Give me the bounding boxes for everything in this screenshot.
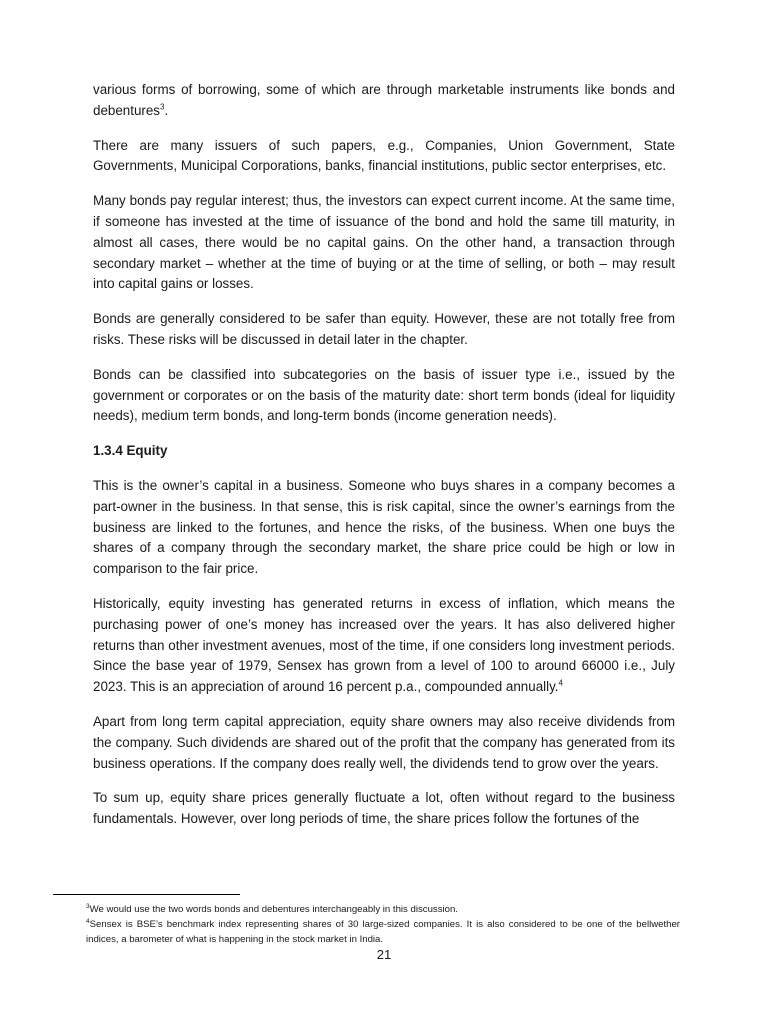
paragraph-interest: Many bonds pay regular interest; thus, the investors can expect current income. At the same time, if someone has invested at the time of issuance of the bond and hold the same till maturity, in almost all cases, there would be no capital gains. On the other hand, a transaction through secondary market – whether at the time of buying or at the time of selling, or both – may result into capital gains or losses. — [93, 193, 675, 292]
page-number: 21 — [376, 947, 392, 962]
page-body — [93, 80, 675, 844]
footnote-ref-3[interactable]: 3 — [160, 102, 165, 112]
footnote-separator — [53, 894, 240, 895]
paragraph-safety: Bonds are generally considered to be safer than equity. However, these are not totally free from risks. These risks will be discussed in detail later in the chapter. — [93, 311, 675, 347]
paragraph-summary: To sum up, equity share prices generally fluctuate a lot, often without regard to the business fundamentals. However, over long periods of time, the share prices follow the fortunes of the — [93, 790, 675, 827]
paragraph-owners-capital: This is the owner’s capital in a business. Someone who buys shares in a company becomes a part-owner in the business. In that sense, this is risk capital, since the owner’s earnings from the business are linked to the fortunes, and hence the risks, of the business. When one buys the shares of a company through the secondary market, the share price could be high or low in comparison to the fair price. — [93, 477, 675, 577]
footnotes — [86, 902, 680, 947]
paragraph-borrowing: various forms of borrowing, some of which are through marketable instruments like bonds and debentures$^3$. — [93, 82, 675, 118]
paragraph-dividends: Apart from long term capital appreciation, equity share owners may also receive dividends from the company. Such dividends are shared out of the profit that the company has generated from its business operations. If the company does really well, the dividends tend to grow over the years. — [93, 713, 675, 771]
footnote-ref-4[interactable]: 4 — [558, 678, 563, 688]
footnote-3: $^3$We would use the two words bonds and debentures interchangeably in this discussion. — [86, 902, 458, 915]
section-heading-equity: 1.3.4 Equity — [93, 443, 168, 459]
paragraph-classification: Bonds can be classified into subcategories on the basis of issuer type i.e., issued by the government or corporates or on the basis of the maturity date: short term bonds (ideal for liquidity needs), medium term bonds, and long-term bonds (income generation needs). — [93, 366, 675, 424]
paragraph-historical-returns: Historically, equity investing has generated returns in excess of inflation, which means the purchasing power of one’s money has increased over the years. It has also delivered higher returns than other investment avenues, most of the time, if one considers long investment periods. Since the base year of 1979, Sensex has grown from a level of 100 to around 66000 i.e., July 2023. This is an appreciation of around 16 percent p.a., compounded annually.$^4$ — [93, 595, 675, 695]
footnote-4: $^4$Sensex is BSE’s benchmark index representing shares of 30 large-sized companies. It is also considered to be one of the bellwether indices, a barometer of what is happening in the stock market in India. — [86, 917, 680, 945]
paragraph-issuers: There are many issuers of such papers, e.g., Companies, Union Government, State Governments, Municipal Corporations, banks, financial institutions, public sector enterprises, etc. — [93, 137, 675, 174]
